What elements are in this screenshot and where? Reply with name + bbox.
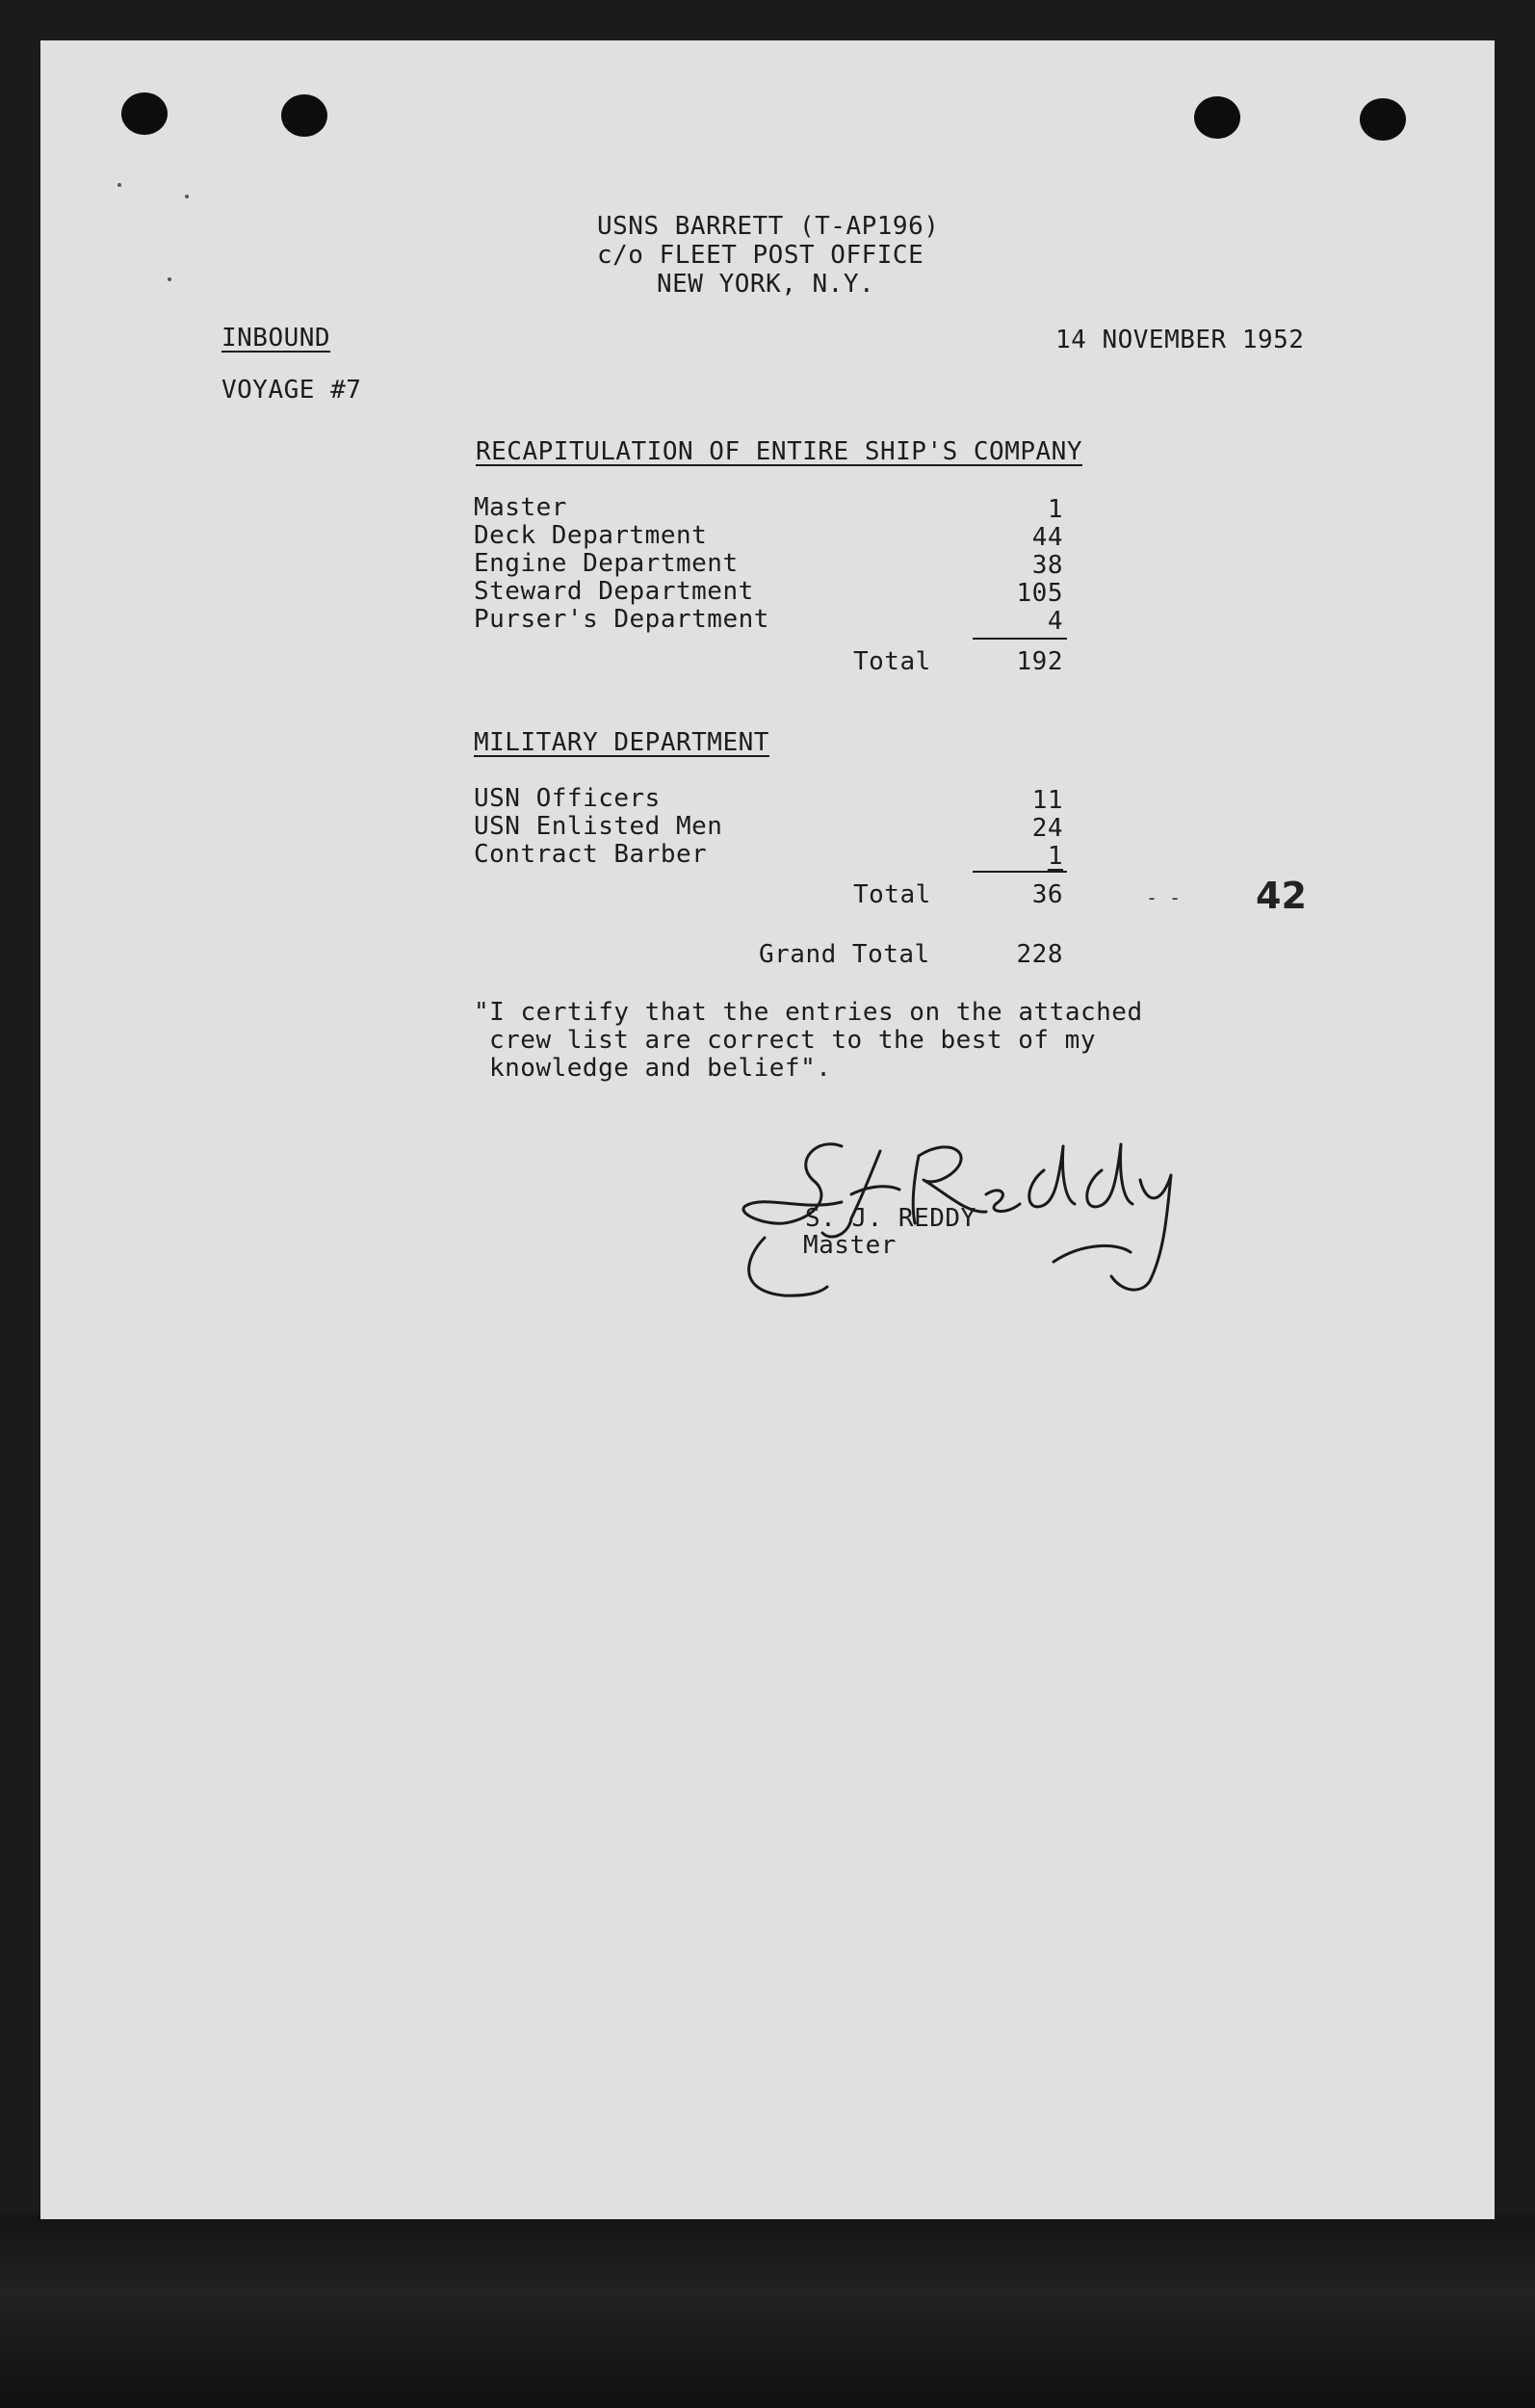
speck	[168, 277, 171, 281]
sum-rule	[973, 871, 1067, 873]
certification-line: "I certify that the entries on the attached	[474, 998, 1143, 1027]
direction-label: INBOUND	[221, 324, 331, 353]
military-row-label: Contract Barber	[474, 840, 708, 869]
letterhead-ship: USNS BARRETT (T-AP196)	[597, 212, 940, 241]
certification-line: crew list are correct to the best of my	[489, 1026, 1096, 1055]
signature-text: S J Reddy	[726, 1098, 732, 1099]
letterhead-post-office: c/o FLEET POST OFFICE	[597, 241, 924, 270]
grand-total-value: 228	[1016, 940, 1063, 969]
letterhead-city: NEW YORK, N.Y.	[657, 270, 875, 299]
military-total-label: Total	[853, 880, 931, 909]
speck	[185, 195, 189, 198]
margin-dash: - -	[1146, 886, 1182, 909]
punch-hole	[121, 92, 168, 135]
recap-row-value: 105	[1016, 579, 1063, 608]
margin-number: 42	[1256, 875, 1307, 917]
recap-row-label: Deck Department	[474, 521, 708, 550]
military-row-value: 24	[1031, 814, 1063, 843]
punch-hole	[1194, 96, 1240, 139]
speck	[117, 183, 121, 187]
recap-row-value: 4	[1047, 607, 1063, 636]
recap-row-value: 38	[1031, 551, 1063, 580]
certification-line: knowledge and belief".	[489, 1054, 832, 1083]
recap-row-label: Engine Department	[474, 549, 739, 578]
recap-row-label: Master	[474, 493, 567, 522]
signatory-title: Master	[803, 1231, 897, 1260]
signatory-name: S. J. REDDY	[805, 1204, 976, 1233]
punch-hole	[281, 94, 327, 137]
document-date: 14 NOVEMBER 1952	[1055, 326, 1305, 354]
recap-total-value: 192	[1016, 647, 1063, 676]
military-row-value: 11	[1031, 786, 1063, 815]
military-row-label: USN Officers	[474, 784, 661, 813]
military-row-label: USN Enlisted Men	[474, 812, 723, 841]
military-row-value: 1	[1047, 842, 1063, 871]
sum-rule	[973, 638, 1067, 640]
punch-hole	[1360, 98, 1406, 141]
grand-total-label: Grand Total	[759, 940, 930, 969]
document-page	[40, 40, 1495, 2219]
recap-row-label: Purser's Department	[474, 605, 769, 634]
recap-heading: RECAPITULATION OF ENTIRE SHIP'S COMPANY	[476, 437, 1082, 466]
military-heading: MILITARY DEPARTMENT	[474, 728, 769, 757]
voyage-label: VOYAGE #7	[221, 376, 362, 405]
scan-background	[0, 2215, 1535, 2408]
recap-total-label: Total	[853, 647, 931, 676]
recap-row-label: Steward Department	[474, 577, 754, 606]
recap-row-value: 44	[1031, 523, 1063, 552]
recap-row-value: 1	[1047, 495, 1063, 524]
military-total-value: 36	[1031, 880, 1063, 909]
